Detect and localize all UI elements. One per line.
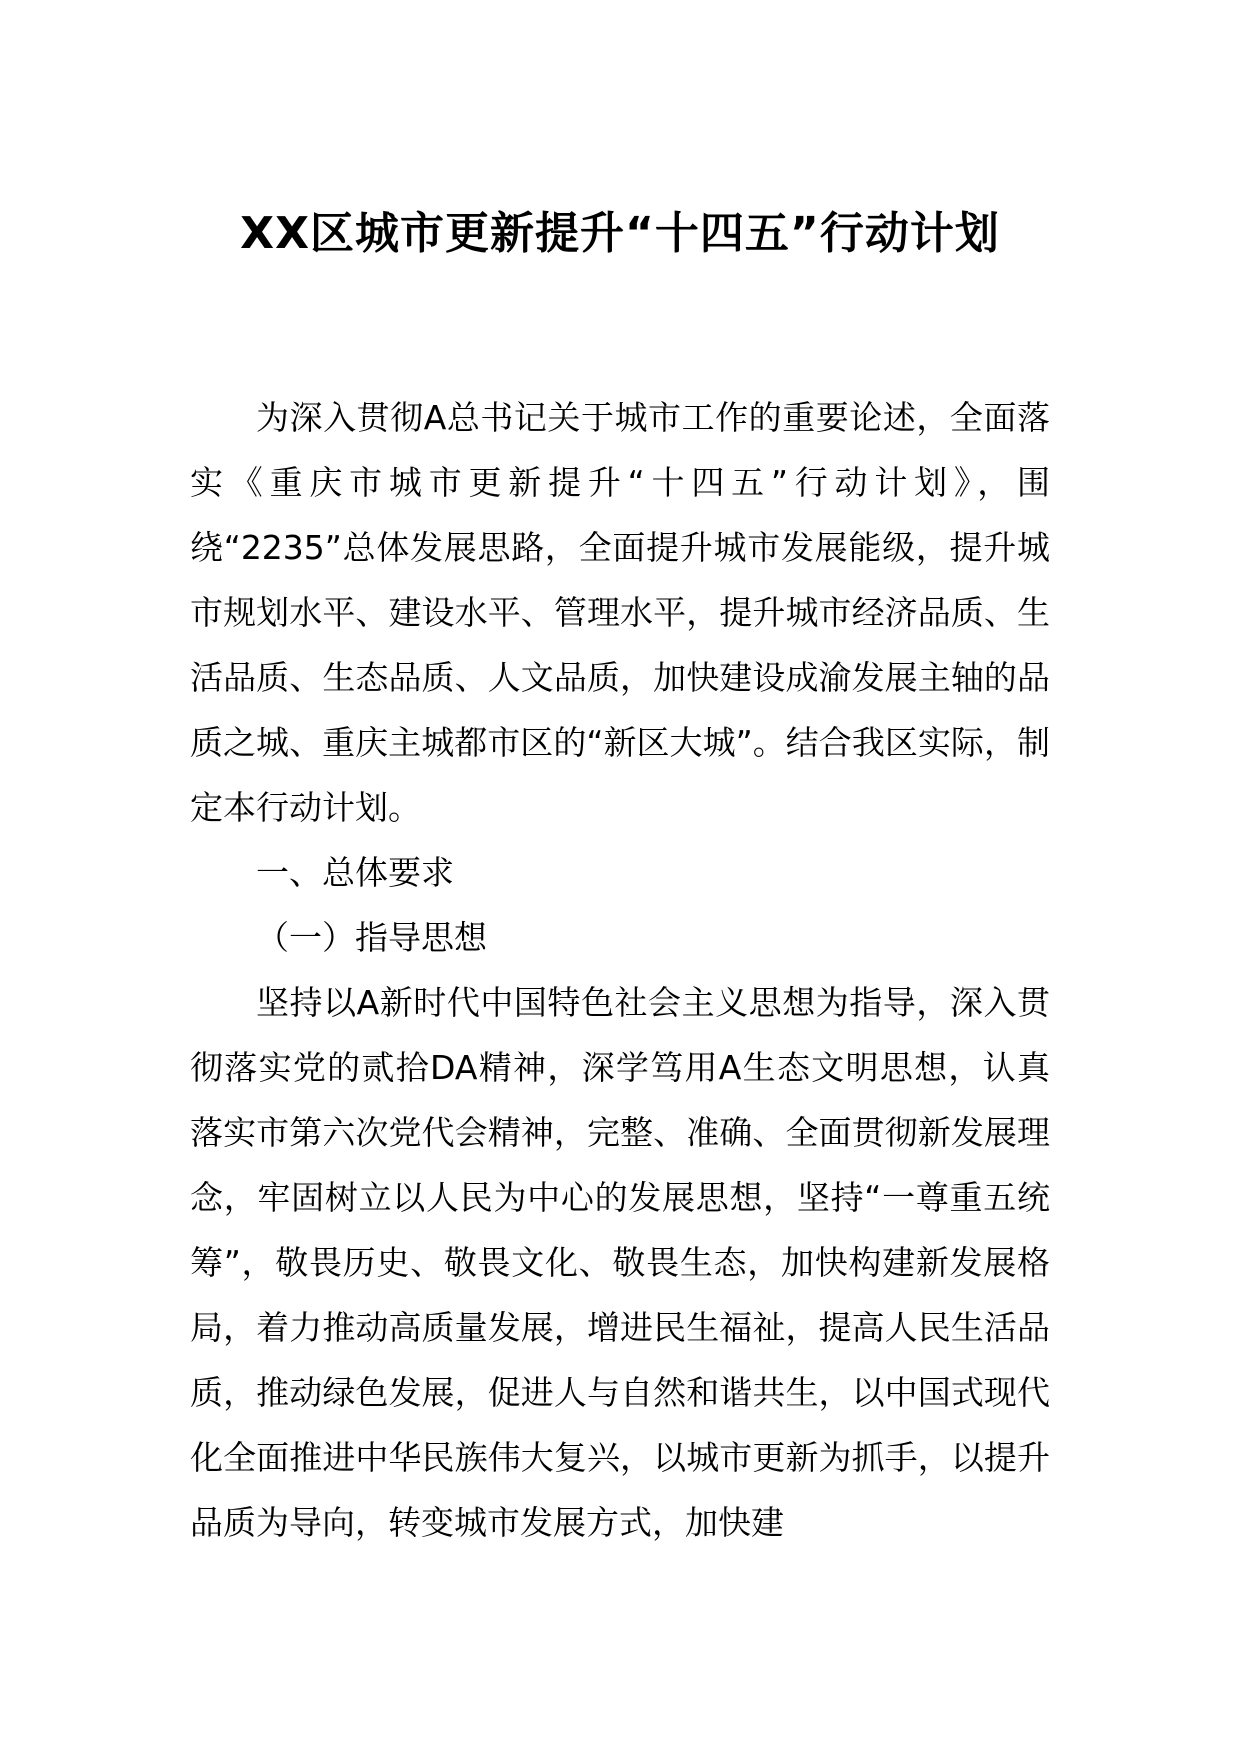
section-heading-general-requirements: 一、总体要求 [256,853,454,892]
subsection-heading-guiding-ideology: （一）指导思想 [256,918,487,957]
intro-paragraph: 为深入贯彻A总书记关于城市工作的重要论述，全面落实《重庆市城市更新提升“十四五”行动计划》，围绕“2235”总体发展思路，全面提升城市发展能级，提升城市规划水平、建设水平、管理水平，提升城市经济品质、生活品质、生态品质、人文品质，加快建设成渝发展主轴的品质之城、重庆主城都市区的“新区大城”。结合我区实际，制定本行动计划。 [190,398,1050,827]
guiding-ideology-paragraph: 坚持以A新时代中国特色社会主义思想为指导，深入贯彻落实党的贰拾DA精神，深学笃用A生态文明思想，认真落实市第六次党代会精神，完整、准确、全面贯彻新发展理念，牢固树立以人民为中心的发展思想，坚持“一尊重五统筹”，敬畏历史、敬畏文化、敬畏生态，加快构建新发展格局，着力推动高质量发展，增进民生福祉，提高人民生活品质，推动绿色发展，促进人与自然和谐共生，以中国式现代化全面推进中华民族伟大复兴，以城市更新为抓手，以提升品质为导向，转变城市发展方式，加快建 [190,983,1050,1542]
document-title: XX区城市更新提升“十四五”行动计划 [240,208,1000,259]
document-body [190,385,1050,1555]
